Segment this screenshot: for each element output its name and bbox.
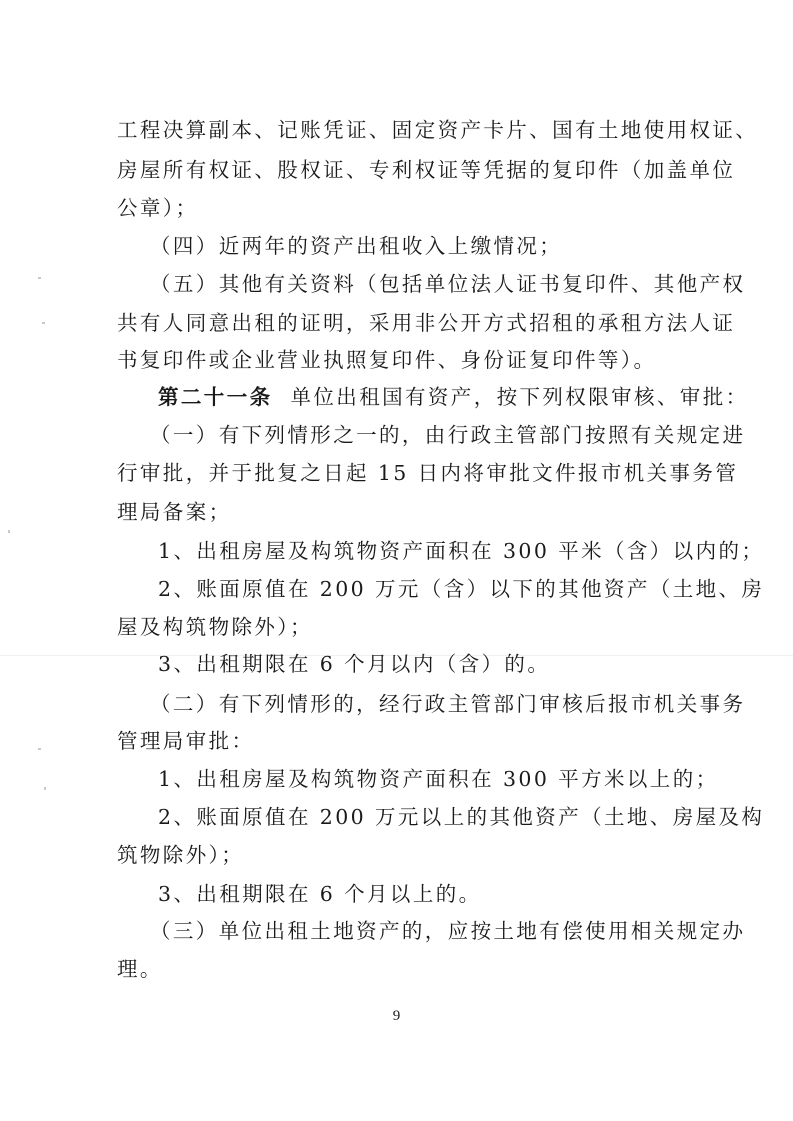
paragraph-line: 工程决算副本、记账凭证、固定资产卡片、国有土地使用权证、 [117, 118, 759, 142]
scan-mark [44, 787, 46, 790]
scan-mark [38, 277, 41, 279]
paragraph-line: 理局备案； [117, 500, 232, 524]
item-four: （四）近两年的资产出租收入上缴情况； [150, 234, 563, 258]
list-item: 1、出租房屋及构筑物资产面积在 300 平米（含）以内的； [158, 539, 765, 563]
list-item: 2、账面原值在 200 万元以上的其他资产（土地、房屋及构 [158, 805, 765, 829]
page-number: 9 [392, 1008, 401, 1024]
paragraph-line: 屋及构筑物除外）； [117, 615, 313, 639]
clause-two: （二）有下列情形的，经行政主管部门审核后报市机关事务 [150, 692, 746, 716]
paragraph-line: 公章）； [117, 196, 199, 220]
article-heading: 第二十一条 [158, 385, 273, 409]
item-five: （五）其他有关资料（包括单位法人证书复印件、其他产权 [150, 272, 746, 296]
scan-mark [42, 322, 45, 324]
article-21 [158, 379, 749, 415]
paragraph-line: 房屋所有权证、股权证、专利权证等凭据的复印件（加盖单位 [117, 158, 736, 182]
paragraph-line: 行审批，并于批复之日起 15 日内将审批文件报市机关事务管 [117, 461, 739, 485]
paragraph-line: 筑物除外）； [117, 843, 245, 867]
article-text: 单位出租国有资产，按下列权限审核、审批： [290, 385, 749, 409]
paragraph-line: 书复印件或企业营业执照复印件、身份证复印件等）。 [117, 348, 657, 372]
scan-mark [8, 530, 10, 533]
scan-mark [38, 748, 41, 750]
list-item: 1、出租房屋及构筑物资产面积在 300 平方米以上的； [158, 767, 719, 791]
paragraph-line: 管理局审批： [117, 729, 255, 753]
list-item: 2、账面原值在 200 万元（含）以下的其他资产（土地、房 [158, 577, 765, 601]
paragraph-line: 理。 [117, 957, 163, 981]
list-item: 3、出租期限在 6 个月以内（含）的。 [158, 652, 551, 676]
paragraph-line: 共有人同意出租的证明，采用非公开方式招租的承租方法人证 [117, 311, 736, 335]
clause-one: （一）有下列情形之一的，由行政主管部门按照有关规定进 [150, 423, 746, 447]
clause-three: （三）单位出租土地资产的，应按土地有偿使用相关规定办 [150, 919, 746, 943]
list-item: 3、出租期限在 6 个月以上的。 [158, 882, 482, 906]
